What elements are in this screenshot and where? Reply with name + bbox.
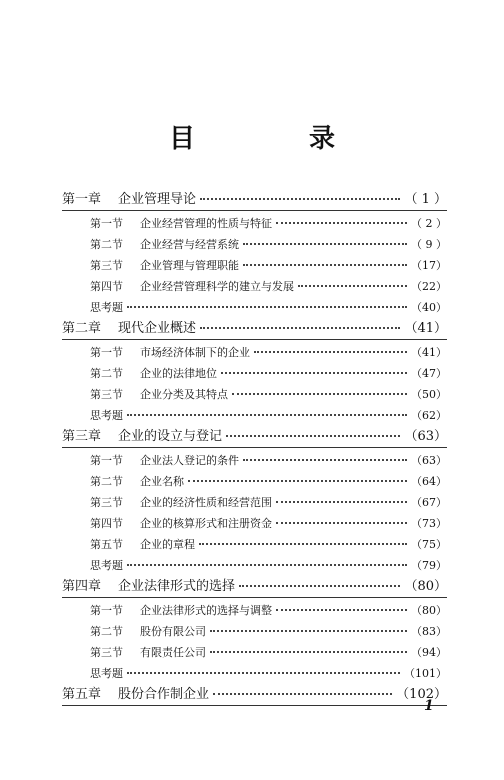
chapter-underline: [62, 597, 447, 598]
entry-number: 第一节: [90, 346, 123, 359]
chapter-underline: [62, 705, 447, 706]
entry-title: 企业的经济性质和经营范围: [140, 496, 272, 509]
entry-title: 企业法律形式的选择与调整: [140, 604, 272, 617]
page-title: 目 录: [168, 124, 379, 154]
toc-exercise-entry: [62, 408, 447, 423]
entry-page: （40）: [411, 301, 447, 314]
entry-number: 第一章: [62, 192, 102, 207]
entry-page: （ 9 ）: [411, 238, 447, 251]
entry-title: 企业名称: [140, 475, 184, 488]
entry-page: （62）: [411, 409, 447, 422]
entry-page: （41）: [411, 346, 447, 359]
toc-chapter-entry: [62, 192, 447, 207]
dot-leader: [199, 543, 407, 545]
toc-chapter-entry: [62, 321, 447, 336]
toc-section-entry: [62, 495, 447, 510]
toc-section-entry: [62, 516, 447, 531]
entry-page: （83）: [411, 625, 447, 638]
entry-title: 有限责任公司: [140, 646, 206, 659]
toc-exercise-entry: [62, 558, 447, 573]
entry-page: （50）: [411, 388, 447, 401]
entry-page: （63）: [411, 454, 447, 467]
entry-title: 思考题: [90, 667, 123, 680]
toc-section-entry: [62, 474, 447, 489]
entry-number: 第二节: [90, 475, 123, 488]
entry-title: 企业的法律地位: [140, 367, 217, 380]
entry-page: （80）: [404, 579, 447, 594]
entry-page: （22）: [411, 280, 447, 293]
toc-section-entry: [62, 237, 447, 252]
dot-leader: [276, 222, 407, 224]
toc-section-entry: [62, 345, 447, 360]
dot-leader: [243, 264, 407, 266]
dot-leader: [239, 585, 400, 587]
dot-leader: [210, 630, 407, 632]
toc-chapter-entry: [62, 687, 447, 702]
entry-page: （75）: [411, 538, 447, 551]
entry-title: 思考题: [90, 409, 123, 422]
dot-leader: [210, 651, 407, 653]
dot-leader: [127, 306, 407, 308]
entry-title: 股份合作制企业: [118, 687, 210, 702]
entry-page: （102）: [396, 687, 447, 702]
dot-leader: [127, 672, 400, 674]
toc-section-entry: [62, 258, 447, 273]
chapter-underline: [62, 339, 447, 340]
dot-leader: [254, 351, 407, 353]
toc-exercise-entry: [62, 300, 447, 315]
entry-title: 企业管理导论: [118, 192, 197, 207]
entry-number: 第三节: [90, 646, 123, 659]
toc-section-entry: [62, 453, 447, 468]
entry-number: 第三节: [90, 259, 123, 272]
entry-title: 企业的章程: [140, 538, 195, 551]
entry-number: 第四节: [90, 280, 123, 293]
dot-leader: [127, 564, 407, 566]
chapter-underline: [62, 447, 447, 448]
entry-number: 第四节: [90, 517, 123, 530]
entry-page: （64）: [411, 475, 447, 488]
dot-leader: [276, 609, 407, 611]
entry-title: 现代企业概述: [118, 321, 197, 336]
entry-title: 企业法人登记的条件: [140, 454, 239, 467]
toc-section-entry: [62, 645, 447, 660]
toc-chapter-entry: [62, 429, 447, 444]
entry-page: （63）: [404, 429, 447, 444]
toc-section-entry: [62, 537, 447, 552]
entry-number: 第四章: [62, 579, 102, 594]
entry-title: 企业经营管理科学的建立与发展: [140, 280, 294, 293]
entry-number: 第二节: [90, 367, 123, 380]
entry-page: （73）: [411, 517, 447, 530]
entry-number: 第三节: [90, 388, 123, 401]
entry-page: （41）: [404, 321, 447, 336]
entry-number: 第一节: [90, 217, 123, 230]
entry-page: （94）: [411, 646, 447, 659]
dot-leader: [200, 198, 400, 200]
entry-title: 企业分类及其特点: [140, 388, 228, 401]
entry-title: 企业经营管理的性质与特征: [140, 217, 272, 230]
toc-section-entry: [62, 387, 447, 402]
entry-title: 企业的设立与登记: [118, 429, 223, 444]
entry-number: 第五节: [90, 538, 123, 551]
dot-leader: [276, 501, 407, 503]
entry-title: 企业经营与经营系统: [140, 238, 239, 251]
dot-leader: [127, 414, 407, 416]
toc-exercise-entry: [62, 666, 447, 681]
entry-title: 企业管理与管理职能: [140, 259, 239, 272]
entry-page: （80）: [411, 604, 447, 617]
toc-section-entry: [62, 603, 447, 618]
entry-page: （17）: [411, 259, 447, 272]
entry-title: 股份有限公司: [140, 625, 206, 638]
entry-page: （101）: [404, 667, 447, 680]
entry-number: 第三章: [62, 429, 102, 444]
dot-leader: [213, 693, 392, 695]
toc-section-entry: [62, 216, 447, 231]
entry-page: （ 1 ）: [404, 192, 447, 207]
entry-number: 第五章: [62, 687, 102, 702]
entry-page: （79）: [411, 559, 447, 572]
toc-chapter-entry: [62, 579, 447, 594]
entry-page: （47）: [411, 367, 447, 380]
dot-leader: [188, 480, 407, 482]
dot-leader: [226, 435, 400, 437]
page-number: 1: [424, 698, 434, 714]
dot-leader: [200, 327, 400, 329]
entry-number: 第三节: [90, 496, 123, 509]
dot-leader: [298, 285, 407, 287]
entry-page: （ 2 ）: [411, 217, 447, 230]
dot-leader: [232, 393, 407, 395]
entry-title: 思考题: [90, 559, 123, 572]
entry-number: 第二节: [90, 238, 123, 251]
dot-leader: [276, 522, 407, 524]
toc-section-entry: [62, 624, 447, 639]
dot-leader: [243, 459, 407, 461]
dot-leader: [243, 243, 407, 245]
entry-number: 第一节: [90, 454, 123, 467]
entry-page: （67）: [411, 496, 447, 509]
entry-title: 企业的核算形式和注册资金: [140, 517, 272, 530]
table-of-contents: [62, 192, 447, 711]
entry-title: 企业法律形式的选择: [118, 579, 236, 594]
chapter-underline: [62, 210, 447, 211]
toc-section-entry: [62, 366, 447, 381]
dot-leader: [221, 372, 407, 374]
toc-section-entry: [62, 279, 447, 294]
entry-number: 第二节: [90, 625, 123, 638]
entry-title: 市场经济体制下的企业: [140, 346, 250, 359]
entry-number: 第二章: [62, 321, 102, 336]
entry-title: 思考题: [90, 301, 123, 314]
entry-number: 第一节: [90, 604, 123, 617]
